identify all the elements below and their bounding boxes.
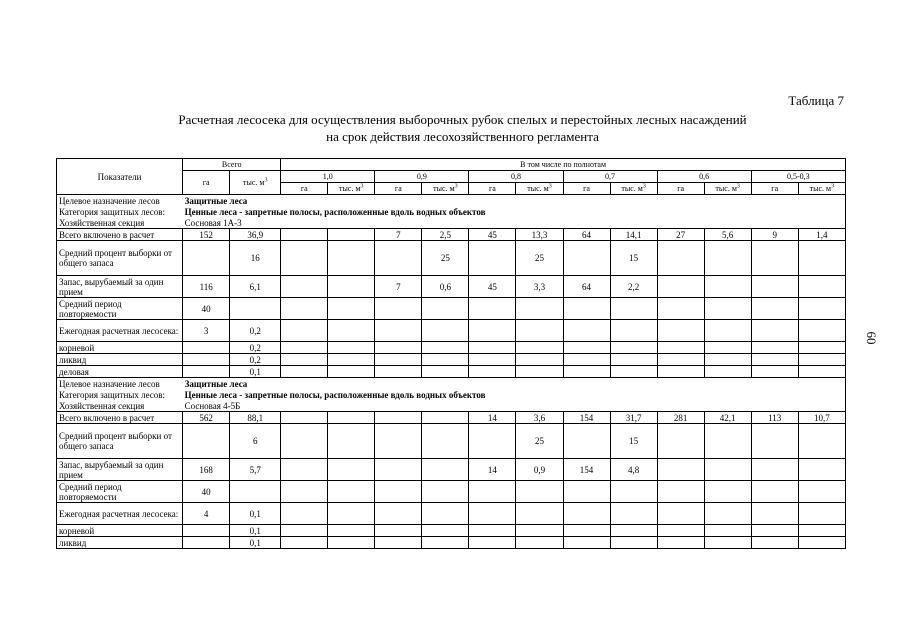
col-header-indicators: Показатели xyxy=(57,159,183,195)
col-header-m3: тыс. $м^3$ xyxy=(798,183,845,195)
table-cell xyxy=(751,366,798,378)
table-cell: 14 xyxy=(469,412,516,424)
table-cell xyxy=(563,354,610,366)
table-cell xyxy=(751,424,798,459)
table-body xyxy=(57,195,846,549)
table-cell: 14,1 xyxy=(610,229,657,241)
section-info-value: Защитные леса xyxy=(183,195,846,207)
table-cell xyxy=(751,459,798,481)
table-cell: 0,9 xyxy=(516,459,563,481)
table-cell xyxy=(375,298,422,320)
table-row xyxy=(57,298,846,320)
row-label: ликвид xyxy=(57,537,183,549)
table-cell xyxy=(469,342,516,354)
row-label: Средний процент выборки от общего запаса xyxy=(57,241,183,276)
table-cell: 25 xyxy=(422,241,469,276)
table-cell: 31,7 xyxy=(610,412,657,424)
table-cell xyxy=(281,229,328,241)
table-cell: 40 xyxy=(183,298,230,320)
table-cell: 3,6 xyxy=(516,412,563,424)
table-cell xyxy=(516,537,563,549)
table-cell: 1,4 xyxy=(798,229,845,241)
table-cell xyxy=(751,241,798,276)
table-cell xyxy=(751,354,798,366)
table-cell xyxy=(563,342,610,354)
table-cell xyxy=(328,298,375,320)
table-cell xyxy=(281,412,328,424)
table-cell xyxy=(281,537,328,549)
cutting-area-table xyxy=(56,158,846,549)
row-label: Ежегодная расчетная лесосека: xyxy=(57,503,183,525)
table-cell xyxy=(375,537,422,549)
page-number: 60 xyxy=(864,331,879,345)
table-cell xyxy=(798,424,845,459)
table-cell: 0,1 xyxy=(230,525,281,537)
table-number: Таблица 7 xyxy=(788,93,844,108)
table-cell xyxy=(375,525,422,537)
table-cell xyxy=(610,503,657,525)
table-cell xyxy=(281,298,328,320)
table-cell: 113 xyxy=(751,412,798,424)
table-cell: 45 xyxy=(469,276,516,298)
table-cell xyxy=(563,481,610,503)
col-header-m3: тыс. $м^3$ xyxy=(704,183,751,195)
table-cell xyxy=(516,525,563,537)
table-cell xyxy=(610,366,657,378)
section-info-row xyxy=(57,217,846,229)
table-row xyxy=(57,342,846,354)
table-cell xyxy=(798,481,845,503)
table-cell xyxy=(230,481,281,503)
table-cell xyxy=(751,276,798,298)
table-cell xyxy=(657,320,704,342)
table-cell xyxy=(469,503,516,525)
section-info-value: Сосновая 4-5Б xyxy=(183,400,846,412)
table-cell xyxy=(281,459,328,481)
table-cell: 116 xyxy=(183,276,230,298)
table-cell xyxy=(563,525,610,537)
table-cell xyxy=(751,342,798,354)
section-info-row xyxy=(57,389,846,400)
table-row xyxy=(57,459,846,481)
section-info-label: Целевое назначение лесов xyxy=(57,378,183,390)
table-cell xyxy=(516,320,563,342)
table-cell xyxy=(375,342,422,354)
table-cell xyxy=(516,354,563,366)
table-cell: 4,8 xyxy=(610,459,657,481)
table-cell xyxy=(798,366,845,378)
table-row xyxy=(57,412,846,424)
table-cell xyxy=(183,241,230,276)
row-label: ликвид xyxy=(57,354,183,366)
col-header-total: Всего xyxy=(183,159,281,171)
table-cell xyxy=(183,366,230,378)
table-cell xyxy=(798,298,845,320)
table-cell xyxy=(704,241,751,276)
table-cell xyxy=(281,424,328,459)
table-cell xyxy=(281,276,328,298)
table-cell: 64 xyxy=(563,276,610,298)
table-cell xyxy=(328,320,375,342)
row-label: Ежегодная расчетная лесосека: xyxy=(57,320,183,342)
table-cell: 0,1 xyxy=(230,503,281,525)
table-cell: 25 xyxy=(516,424,563,459)
table-cell xyxy=(183,537,230,549)
table-cell xyxy=(657,503,704,525)
row-label: Всего включено в расчет xyxy=(57,412,183,424)
table-cell xyxy=(610,481,657,503)
section-info-label: Целевое назначение лесов xyxy=(57,195,183,207)
table-cell xyxy=(751,537,798,549)
table-row xyxy=(57,537,846,549)
table-cell: 0,1 xyxy=(230,537,281,549)
table-cell xyxy=(798,354,845,366)
table-cell xyxy=(328,525,375,537)
section-info-value: Ценные леса - запретные полосы, расположенные вдоль водных объектов xyxy=(183,206,846,217)
table-cell xyxy=(657,424,704,459)
table-cell xyxy=(516,481,563,503)
row-label: Всего включено в расчет xyxy=(57,229,183,241)
table-cell xyxy=(328,459,375,481)
section-info-value: Сосновая 1А-3 xyxy=(183,217,846,229)
col-header-density-4: 0,7 xyxy=(563,171,657,183)
table-cell: 6 xyxy=(230,424,281,459)
col-header-density-2: 0,9 xyxy=(375,171,469,183)
table-cell xyxy=(469,354,516,366)
table-cell: 3 xyxy=(183,320,230,342)
table-cell xyxy=(657,481,704,503)
table-cell xyxy=(610,298,657,320)
table-cell: 2,2 xyxy=(610,276,657,298)
row-label: корневой xyxy=(57,342,183,354)
table-row xyxy=(57,366,846,378)
table-cell xyxy=(610,537,657,549)
table-title-line1: Расчетная лесосека для осуществления выборочных рубок спелых и перестойных лесных насаждений xyxy=(178,112,747,127)
table-cell xyxy=(657,525,704,537)
col-header-ha: га xyxy=(563,183,610,195)
table-cell: 45 xyxy=(469,229,516,241)
table-cell xyxy=(422,342,469,354)
table-cell xyxy=(704,525,751,537)
table-cell xyxy=(183,525,230,537)
table-cell: 2,5 xyxy=(422,229,469,241)
table-cell: 168 xyxy=(183,459,230,481)
table-cell xyxy=(704,276,751,298)
table-cell xyxy=(610,354,657,366)
table-cell xyxy=(704,342,751,354)
section-info-row xyxy=(57,195,846,207)
table-cell: 40 xyxy=(183,481,230,503)
table-cell xyxy=(657,366,704,378)
col-header-m3: тыс. $м^3$ xyxy=(422,183,469,195)
table-cell xyxy=(328,424,375,459)
table-cell: 0,2 xyxy=(230,320,281,342)
table-row xyxy=(57,229,846,241)
table-cell xyxy=(563,537,610,549)
table-cell xyxy=(375,503,422,525)
table-cell xyxy=(704,320,751,342)
table-cell xyxy=(751,298,798,320)
row-label: корневой xyxy=(57,525,183,537)
section-info-label: Категория защитных лесов: xyxy=(57,389,183,400)
table-cell: 4 xyxy=(183,503,230,525)
table-title-line2: на срок действия лесохозяйственного регламента xyxy=(326,129,599,144)
table-cell xyxy=(657,298,704,320)
table-cell: 16 xyxy=(230,241,281,276)
table-cell xyxy=(422,503,469,525)
table-cell xyxy=(422,412,469,424)
table-cell: 15 xyxy=(610,424,657,459)
section-info-row xyxy=(57,206,846,217)
table-cell xyxy=(516,503,563,525)
table-cell xyxy=(657,342,704,354)
table-cell xyxy=(469,537,516,549)
table-cell xyxy=(751,481,798,503)
table-cell xyxy=(281,342,328,354)
row-label: Запас, вырубаемый за один прием xyxy=(57,276,183,298)
table-cell: 0,1 xyxy=(230,366,281,378)
table-cell xyxy=(798,320,845,342)
table-cell xyxy=(469,481,516,503)
col-header-including: В том числе по полнотам xyxy=(281,159,846,171)
table-cell xyxy=(516,342,563,354)
table-cell xyxy=(328,229,375,241)
table-cell xyxy=(328,412,375,424)
col-header-ha: га xyxy=(657,183,704,195)
table-cell: 152 xyxy=(183,229,230,241)
table-cell: 14 xyxy=(469,459,516,481)
table-cell xyxy=(375,424,422,459)
table-cell xyxy=(375,412,422,424)
col-header-ha: га xyxy=(751,183,798,195)
table-row xyxy=(57,276,846,298)
table-cell: 5,7 xyxy=(230,459,281,481)
table-cell xyxy=(798,503,845,525)
table-cell xyxy=(375,481,422,503)
table-cell xyxy=(516,298,563,320)
table-cell: 6,1 xyxy=(230,276,281,298)
table-cell: 0,2 xyxy=(230,342,281,354)
table-cell: 281 xyxy=(657,412,704,424)
table-row xyxy=(57,525,846,537)
table-cell xyxy=(704,481,751,503)
col-header-density-5: 0,6 xyxy=(657,171,751,183)
table-cell xyxy=(704,503,751,525)
col-header-ha: га xyxy=(375,183,422,195)
col-header-total-m3: тыс. $м^3$ xyxy=(230,171,281,195)
table-cell: 5,6 xyxy=(704,229,751,241)
table-cell: 64 xyxy=(563,229,610,241)
table-cell xyxy=(328,366,375,378)
table-cell xyxy=(328,537,375,549)
table-cell: 25 xyxy=(516,241,563,276)
table-cell xyxy=(798,537,845,549)
table-cell xyxy=(230,298,281,320)
table-cell xyxy=(422,366,469,378)
table-cell xyxy=(704,459,751,481)
table-row xyxy=(57,354,846,366)
table-cell xyxy=(375,354,422,366)
table-cell xyxy=(328,241,375,276)
table-cell xyxy=(281,320,328,342)
table-cell xyxy=(704,424,751,459)
row-label: Средний процент выборки от общего запаса xyxy=(57,424,183,459)
section-info-row xyxy=(57,400,846,412)
section-info-label: Категория защитных лесов: xyxy=(57,206,183,217)
table-cell xyxy=(469,320,516,342)
table-cell xyxy=(422,424,469,459)
table-cell xyxy=(328,354,375,366)
table-cell xyxy=(657,459,704,481)
table-cell: 27 xyxy=(657,229,704,241)
table-cell xyxy=(422,525,469,537)
table-cell: 42,1 xyxy=(704,412,751,424)
table-cell xyxy=(375,366,422,378)
table-cell xyxy=(610,342,657,354)
table-cell xyxy=(704,366,751,378)
table-cell xyxy=(704,537,751,549)
table-cell: 154 xyxy=(563,459,610,481)
table-cell xyxy=(563,503,610,525)
table-cell xyxy=(422,320,469,342)
table-cell xyxy=(281,481,328,503)
table-cell xyxy=(183,354,230,366)
table-cell: 88,1 xyxy=(230,412,281,424)
table-cell: 0,6 xyxy=(422,276,469,298)
col-header-m3: тыс. $м^3$ xyxy=(610,183,657,195)
table-cell xyxy=(657,354,704,366)
table-row xyxy=(57,503,846,525)
table-cell xyxy=(328,481,375,503)
table-cell: 7 xyxy=(375,276,422,298)
table-cell xyxy=(657,537,704,549)
table-cell: 0,2 xyxy=(230,354,281,366)
table-cell xyxy=(751,320,798,342)
col-header-density-6: 0,5-0,3 xyxy=(751,171,845,183)
table-cell: 562 xyxy=(183,412,230,424)
table-cell xyxy=(281,241,328,276)
col-header-m3: тыс. $м^3$ xyxy=(328,183,375,195)
table-cell xyxy=(657,276,704,298)
table-cell xyxy=(798,459,845,481)
col-header-total-ha: га xyxy=(183,171,230,195)
table-cell: 9 xyxy=(751,229,798,241)
table-cell xyxy=(563,298,610,320)
row-label: Запас, вырубаемый за один прием xyxy=(57,459,183,481)
table-cell xyxy=(563,320,610,342)
table-cell xyxy=(563,366,610,378)
table-cell: 3,3 xyxy=(516,276,563,298)
col-header-ha: га xyxy=(281,183,328,195)
table-cell xyxy=(183,424,230,459)
section-info-label: Хозяйственная секция xyxy=(57,217,183,229)
table-cell: 154 xyxy=(563,412,610,424)
table-cell xyxy=(516,366,563,378)
col-header-m3: тыс. $м^3$ xyxy=(516,183,563,195)
table-cell xyxy=(422,354,469,366)
table-cell xyxy=(328,342,375,354)
table-row xyxy=(57,481,846,503)
row-label: деловая xyxy=(57,366,183,378)
table-cell: 10,7 xyxy=(798,412,845,424)
table-cell: 13,3 xyxy=(516,229,563,241)
table-cell xyxy=(610,320,657,342)
table-cell xyxy=(375,320,422,342)
table-cell xyxy=(798,342,845,354)
row-label: Средний период повторяемости xyxy=(57,298,183,320)
table-cell xyxy=(281,503,328,525)
table-cell xyxy=(798,276,845,298)
section-info-value: Ценные леса - запретные полосы, расположенные вдоль водных объектов xyxy=(183,389,846,400)
row-label: Средний период повторяемости xyxy=(57,481,183,503)
table-cell xyxy=(798,241,845,276)
table-cell xyxy=(469,424,516,459)
header-row-1 xyxy=(57,159,846,171)
table-cell xyxy=(422,298,469,320)
table-cell xyxy=(469,525,516,537)
table-cell xyxy=(375,459,422,481)
table-cell: 36,9 xyxy=(230,229,281,241)
table-cell xyxy=(563,424,610,459)
table-cell xyxy=(704,298,751,320)
table-cell xyxy=(422,459,469,481)
table-cell xyxy=(281,525,328,537)
table-cell xyxy=(328,276,375,298)
col-header-density-1: 1,0 xyxy=(281,171,375,183)
table-cell: 7 xyxy=(375,229,422,241)
table-cell xyxy=(798,525,845,537)
table-row xyxy=(57,241,846,276)
table-cell xyxy=(610,525,657,537)
section-info-label: Хозяйственная секция xyxy=(57,400,183,412)
table-cell xyxy=(657,241,704,276)
col-header-density-3: 0,8 xyxy=(469,171,563,183)
table-cell xyxy=(375,241,422,276)
table-cell xyxy=(751,525,798,537)
table-cell xyxy=(422,537,469,549)
table-cell xyxy=(469,241,516,276)
col-header-ha: га xyxy=(469,183,516,195)
table-cell: 15 xyxy=(610,241,657,276)
table-cell xyxy=(469,298,516,320)
table-row xyxy=(57,424,846,459)
table-cell xyxy=(281,354,328,366)
table-cell xyxy=(751,503,798,525)
table-cell xyxy=(183,342,230,354)
table-cell xyxy=(281,366,328,378)
table-cell xyxy=(422,481,469,503)
table-cell xyxy=(328,503,375,525)
section-info-value: Защитные леса xyxy=(183,378,846,390)
table-cell xyxy=(704,354,751,366)
section-info-row xyxy=(57,378,846,390)
table-cell xyxy=(563,241,610,276)
table-row xyxy=(57,320,846,342)
table-cell xyxy=(469,366,516,378)
